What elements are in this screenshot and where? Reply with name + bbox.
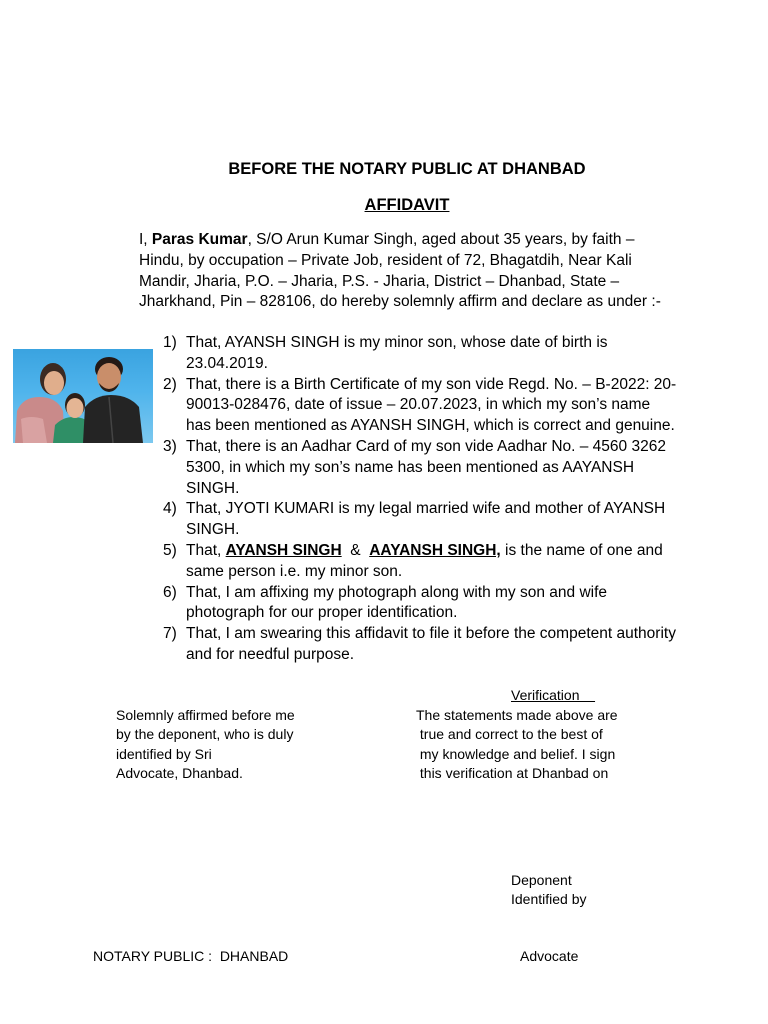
deponent-signature-block bbox=[511, 871, 587, 910]
verification-statement: The statements made above are true and correct to the best of my knowledge and belief. I sign this verification at Dhanbad on bbox=[416, 707, 618, 781]
affidavit-points bbox=[139, 333, 679, 666]
verification-title: Verification bbox=[511, 687, 596, 703]
family-photo-image bbox=[13, 349, 153, 443]
intro-paragraph bbox=[139, 230, 669, 313]
intro-prefix: I, bbox=[139, 231, 152, 248]
identified-by-label: Identified by bbox=[511, 891, 587, 908]
name-aayansh: AAYANSH SINGH, bbox=[369, 541, 501, 559]
list-item: 2) That, there is a Birth Certificate of my son vide Regd. No. – B-2022: 20-90013-028476, date of issue – 20.07.2023, in which my son’s name has been mentioned as AYANSH SINGH, which is correct and genuine. bbox=[163, 375, 677, 435]
list-item: 6) That, I am affixing my photograph along with my son and wife photograph for our proper identification. bbox=[163, 583, 608, 622]
list-item: 4) That, JYOTI KUMARI is my legal married wife and mother of AYANSH SINGH. bbox=[163, 500, 666, 539]
list-item: 3) That, there is an Aadhar Card of my son vide Aadhar No. – 4560 3262 5300, in which my son’s name has been mentioned as AAYANSH SINGH. bbox=[163, 437, 666, 497]
document-title: BEFORE THE NOTARY PUBLIC AT DHANBAD bbox=[228, 160, 586, 178]
solemn-affirmation: Solemnly affirmed before me by the deponent, who is duly identified by Sri Advocate, Dhanbad. bbox=[116, 707, 295, 781]
list-item: 7) That, I am swearing this affidavit to file it before the competent authority and for needful purpose. bbox=[163, 625, 676, 663]
advocate-label: Advocate bbox=[520, 948, 579, 964]
notary-public-label: NOTARY PUBLIC : DHANBAD bbox=[93, 948, 289, 964]
list-item: 1) That, AYANSH SINGH is my minor son, whose date of birth is 23.04.2019. bbox=[163, 334, 608, 372]
list-item: 5) That, AYANSH SINGH & AAYANSH SINGH, is the name of one and same person i.e. my minor son. bbox=[163, 541, 663, 580]
name-ayansh: AYANSH SINGH bbox=[225, 541, 342, 559]
deponent-name: Paras Kumar bbox=[151, 231, 248, 248]
deponent-label: Deponent bbox=[511, 872, 572, 888]
document-subtitle: AFFIDAVIT bbox=[364, 196, 450, 214]
intro-rest: , S/O Arun Kumar Singh, aged about 35 years, by faith – Hindu, by occupation – Private Job, resident of 72, Bhagatdih, Near Kali Mandir, Jharia, P.O. – Jharia, P.S. - Jharia, District – Dhanbad, State – Jharkhand, Pin – 828106, do hereby solemnly affirm and declare as under :- bbox=[139, 231, 661, 311]
family-photograph bbox=[13, 349, 153, 443]
